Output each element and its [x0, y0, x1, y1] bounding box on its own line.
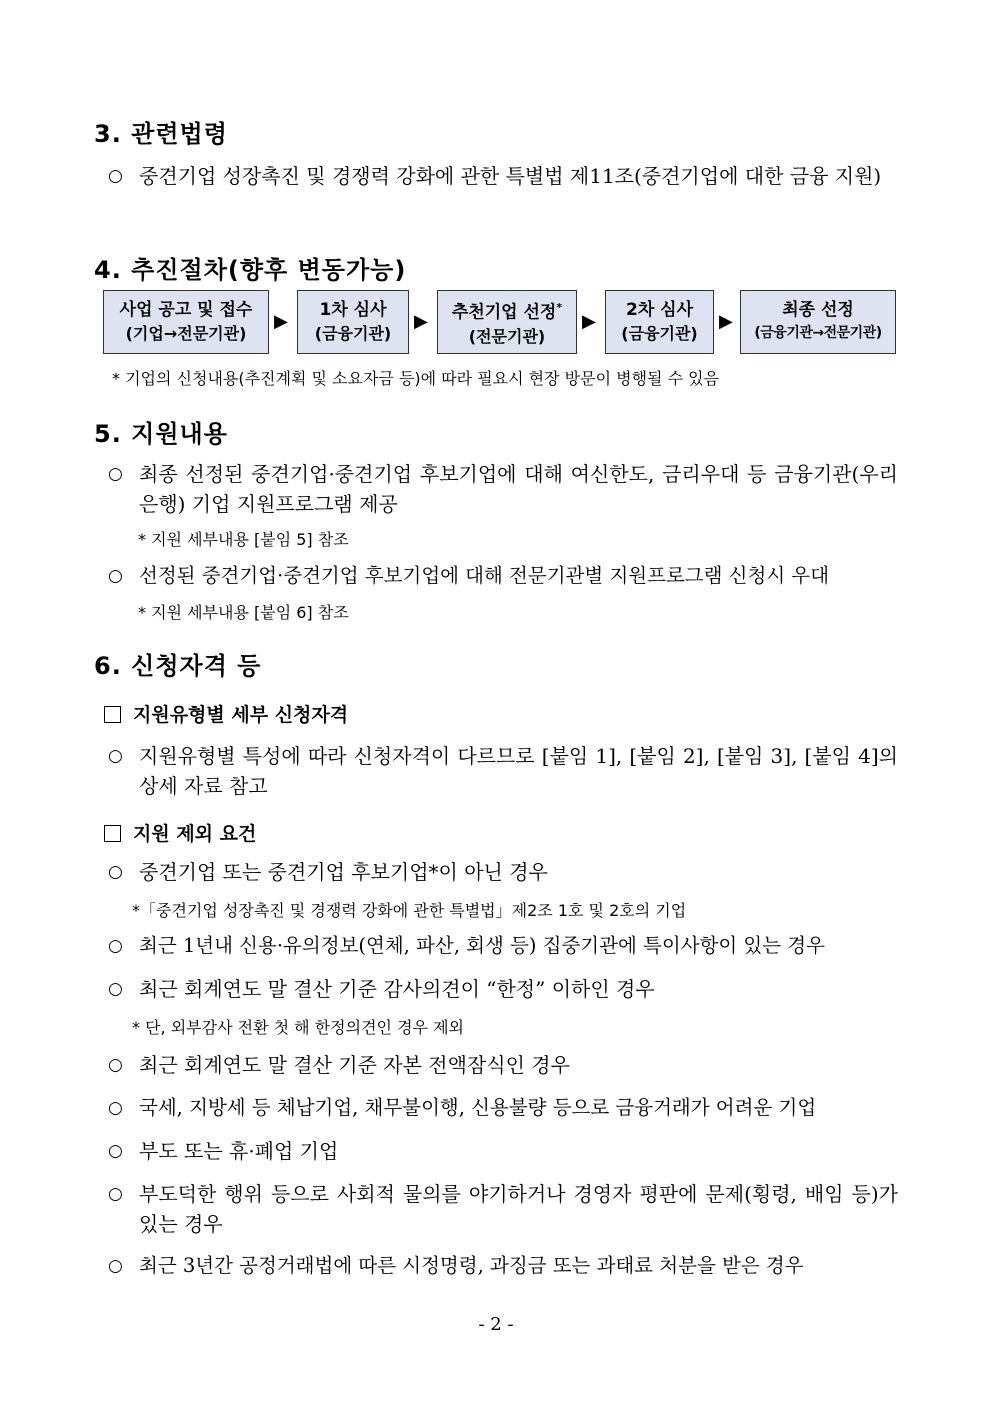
- exclusion-item-8: ○ 최근 3년간 공정거래법에 따른 시정명령, 과징금 또는 과태료 처분을 받은 경우: [108, 1254, 804, 1277]
- section-3-heading: 3. 관련법령: [94, 120, 228, 148]
- arrow-icon: ▶: [582, 311, 596, 332]
- page-number: - 2 -: [478, 1314, 514, 1335]
- checkbox-square-icon: [104, 825, 121, 842]
- exclusion-item-1: ○ 중견기업 또는 중견기업 후보기업*이 아닌 경우: [108, 860, 548, 884]
- exclusion-item-3: ○ 최근 회계연도 말 결산 기준 감사의견이 “한정” 이하인 경우: [108, 977, 655, 1001]
- exclusion-item-2: ○ 최근 1년내 신용·유의정보(연체, 파산, 회생 등) 집중기관에 특이사항이 있는 경우: [108, 934, 825, 957]
- process-step-3: 추천기업 선정* (전문기관): [437, 290, 577, 354]
- process-step-2: 1차 심사 (금융기관): [297, 290, 409, 354]
- process-step-5: 최종 선정 (금융기관→전문기관): [740, 290, 896, 354]
- section-5-bullet-1: ○ 최종 선정된 중견기업·중견기업 후보기업에 대해 여신한도, 금리우대 등 금융기관(우리은행) 기업 지원프로그램 제공: [108, 462, 898, 516]
- process-step-1: 사업 공고 및 접수 (기업→전문기관): [103, 290, 269, 354]
- section-5-note-2: * 지원 세부내용 [붙임 6] 참조: [138, 603, 349, 622]
- exclusion-item-7: ○ 부도덕한 행위 등으로 사회적 물의를 야기하거나 경영자 평판에 문제(횡령, 배임 등)가 있는 경우: [108, 1182, 898, 1236]
- arrow-icon: ▶: [414, 311, 428, 332]
- subheading-eligibility: 지원유형별 세부 신청자격: [104, 700, 348, 727]
- arrow-icon: ▶: [274, 311, 288, 332]
- section-5-bullet-2: ○ 선정된 중견기업·중견기업 후보기업에 대해 전문기관별 지원프로그램 신청시 우대: [108, 564, 830, 587]
- section-6-heading: 6. 신청자격 등: [94, 652, 262, 680]
- section-5-note-1: * 지원 세부내용 [붙임 5] 참조: [138, 530, 349, 549]
- checkbox-square-icon: [104, 706, 121, 723]
- exclusion-item-6: ○ 부도 또는 휴·폐업 기업: [108, 1139, 339, 1163]
- section-4-heading: 4. 추진절차(향후 변동가능): [94, 256, 407, 284]
- exclusion-item-5: ○ 국세, 지방세 등 체납기업, 채무불이행, 신용불량 등으로 금융거래가 어려운 기업: [108, 1096, 817, 1119]
- subheading-exclusions: 지원 제외 요건: [104, 819, 256, 846]
- exclusion-note-1: *「중견기업 성장촉진 및 경쟁력 강화에 관한 특별법」제2조 1호 및 2호의 기업: [132, 901, 687, 920]
- process-step-4: 2차 심사 (금융기관): [605, 290, 714, 354]
- section-3-bullet: ○ 중견기업 성장촉진 및 경쟁력 강화에 관한 특별법 제11조(중견기업에 대한 금융 지원): [108, 164, 882, 188]
- exclusion-item-4: ○ 최근 회계연도 말 결산 기준 자본 전액잠식인 경우: [108, 1053, 570, 1077]
- process-note: * 기업의 신청내용(추진계획 및 소요자금 등)에 따라 필요시 현장 방문이 병행될 수 있음: [112, 369, 720, 388]
- eligibility-bullet: ○ 지원유형별 특성에 따라 신청자격이 다르므로 [붙임 1], [붙임 2], [붙임 3], [붙임 4]의 상세 자료 참고: [108, 744, 898, 798]
- arrow-icon: ▶: [719, 311, 733, 332]
- section-5-heading: 5. 지원내용: [94, 420, 228, 448]
- exclusion-note-3: * 단, 외부감사 전환 첫 해 한정의견인 경우 제외: [132, 1018, 464, 1037]
